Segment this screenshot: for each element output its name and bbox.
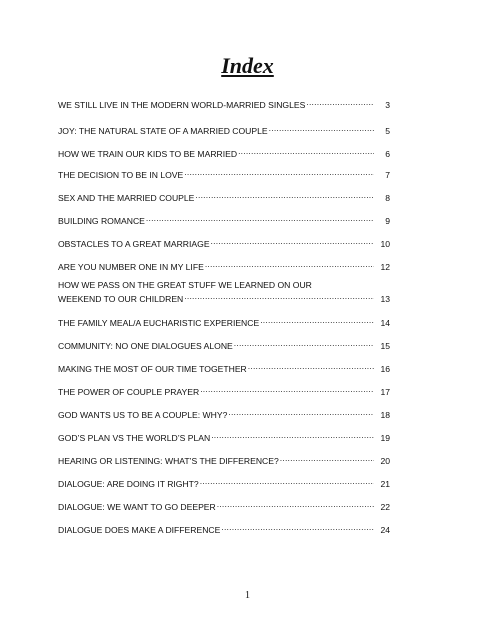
entry-page: 15 xyxy=(380,341,390,351)
index-entry[interactable] xyxy=(58,453,390,467)
entry-title: WEEKEND TO OUR CHILDREN xyxy=(58,294,184,304)
entry-title: DIALOGUE: ARE DOING IT RIGHT? xyxy=(58,479,199,489)
dot-leader xyxy=(200,384,374,395)
entry-page: 18 xyxy=(380,410,390,420)
entry-title: WE STILL LIVE IN THE MODERN WORLD-MARRIED SINGLES xyxy=(58,100,306,110)
entry-page: 10 xyxy=(380,239,390,249)
dot-leader xyxy=(238,146,374,157)
page-title: Index xyxy=(221,53,274,78)
entry-page: 21 xyxy=(380,479,390,489)
entry-title: GOD WANTS US TO BE A COUPLE: WHY? xyxy=(58,410,228,420)
entry-page: 14 xyxy=(380,318,390,328)
entry-page: 5 xyxy=(385,126,390,136)
index-entry[interactable] xyxy=(58,146,390,160)
entry-title: GOD’S PLAN VS THE WORLD’S PLAN xyxy=(58,433,211,443)
entry-title: HOW WE TRAIN OUR KIDS TO BE MARRIED xyxy=(58,149,238,159)
entry-title: HEARING OR LISTENING: WHAT’S THE DIFFERENCE? xyxy=(58,456,279,466)
entry-title: COMMUNITY: NO ONE DIALOGUES ALONE xyxy=(58,341,233,351)
entry-page: 7 xyxy=(385,170,390,180)
dot-leader xyxy=(184,167,374,178)
dot-leader xyxy=(205,259,374,270)
entry-page: 17 xyxy=(380,387,390,397)
index-entry[interactable] xyxy=(58,280,390,305)
entry-title: JOY: THE NATURAL STATE OF A MARRIED COUPLE xyxy=(58,126,268,136)
dot-leader xyxy=(195,190,374,201)
index-entry[interactable] xyxy=(58,338,390,352)
entry-page: 13 xyxy=(380,294,390,304)
dot-leader xyxy=(228,407,374,418)
index-entry[interactable] xyxy=(58,123,390,137)
entry-title: SEX AND THE MARRIED COUPLE xyxy=(58,193,195,203)
entry-page: 6 xyxy=(385,149,390,159)
entry-page: 24 xyxy=(380,525,390,535)
entry-title: DIALOGUE: WE WANT TO GO DEEPER xyxy=(58,502,216,512)
index-entry[interactable] xyxy=(58,167,390,181)
dot-leader xyxy=(211,236,374,247)
index-entry[interactable] xyxy=(58,361,390,375)
dot-leader xyxy=(200,476,374,487)
index-entry[interactable] xyxy=(58,522,390,536)
dot-leader xyxy=(260,315,374,326)
entry-title: DIALOGUE DOES MAKE A DIFFERENCE xyxy=(58,525,221,535)
dot-leader xyxy=(306,97,374,108)
entry-title: MAKING THE MOST OF OUR TIME TOGETHER xyxy=(58,364,247,374)
page-number: 1 xyxy=(245,590,250,601)
entry-page: 20 xyxy=(380,456,390,466)
index-entry[interactable] xyxy=(58,384,390,398)
index-entry[interactable] xyxy=(58,259,390,273)
dot-leader xyxy=(248,361,374,372)
dot-leader xyxy=(211,430,374,441)
entry-page: 12 xyxy=(380,262,390,272)
dot-leader xyxy=(269,123,374,134)
entry-page: 16 xyxy=(380,364,390,374)
entry-page: 22 xyxy=(380,502,390,512)
dot-leader xyxy=(234,338,374,349)
index-entry[interactable] xyxy=(58,315,390,329)
entry-title: THE FAMILY MEAL/A EUCHARISTIC EXPERIENCE xyxy=(58,318,260,328)
index-entry[interactable] xyxy=(58,97,390,111)
index-entry[interactable] xyxy=(58,236,390,250)
dot-leader xyxy=(217,499,374,510)
index-entry[interactable] xyxy=(58,476,390,490)
entry-title: BUILDING ROMANCE xyxy=(58,216,145,226)
dot-leader xyxy=(221,522,374,533)
dot-leader xyxy=(280,453,374,464)
entry-title: THE DECISION TO BE IN LOVE xyxy=(58,170,184,180)
entry-page: 9 xyxy=(385,216,390,226)
index-entry[interactable] xyxy=(58,190,390,204)
index-entry[interactable] xyxy=(58,213,390,227)
entry-title: ARE YOU NUMBER ONE IN MY LIFE xyxy=(58,262,204,272)
dot-leader xyxy=(146,213,374,224)
entry-page: 8 xyxy=(385,193,390,203)
index-entry[interactable] xyxy=(58,407,390,421)
entry-title: THE POWER OF COUPLE PRAYER xyxy=(58,387,200,397)
index-entry[interactable] xyxy=(58,499,390,513)
entry-page: 3 xyxy=(385,100,390,110)
entry-title: OBSTACLES TO A GREAT MARRIAGE xyxy=(58,239,210,249)
index-entry[interactable] xyxy=(58,430,390,444)
dot-leader xyxy=(184,291,374,302)
entry-title-line1: HOW WE PASS ON THE GREAT STUFF WE LEARNED ON OUR xyxy=(58,280,312,290)
entry-page: 19 xyxy=(380,433,390,443)
